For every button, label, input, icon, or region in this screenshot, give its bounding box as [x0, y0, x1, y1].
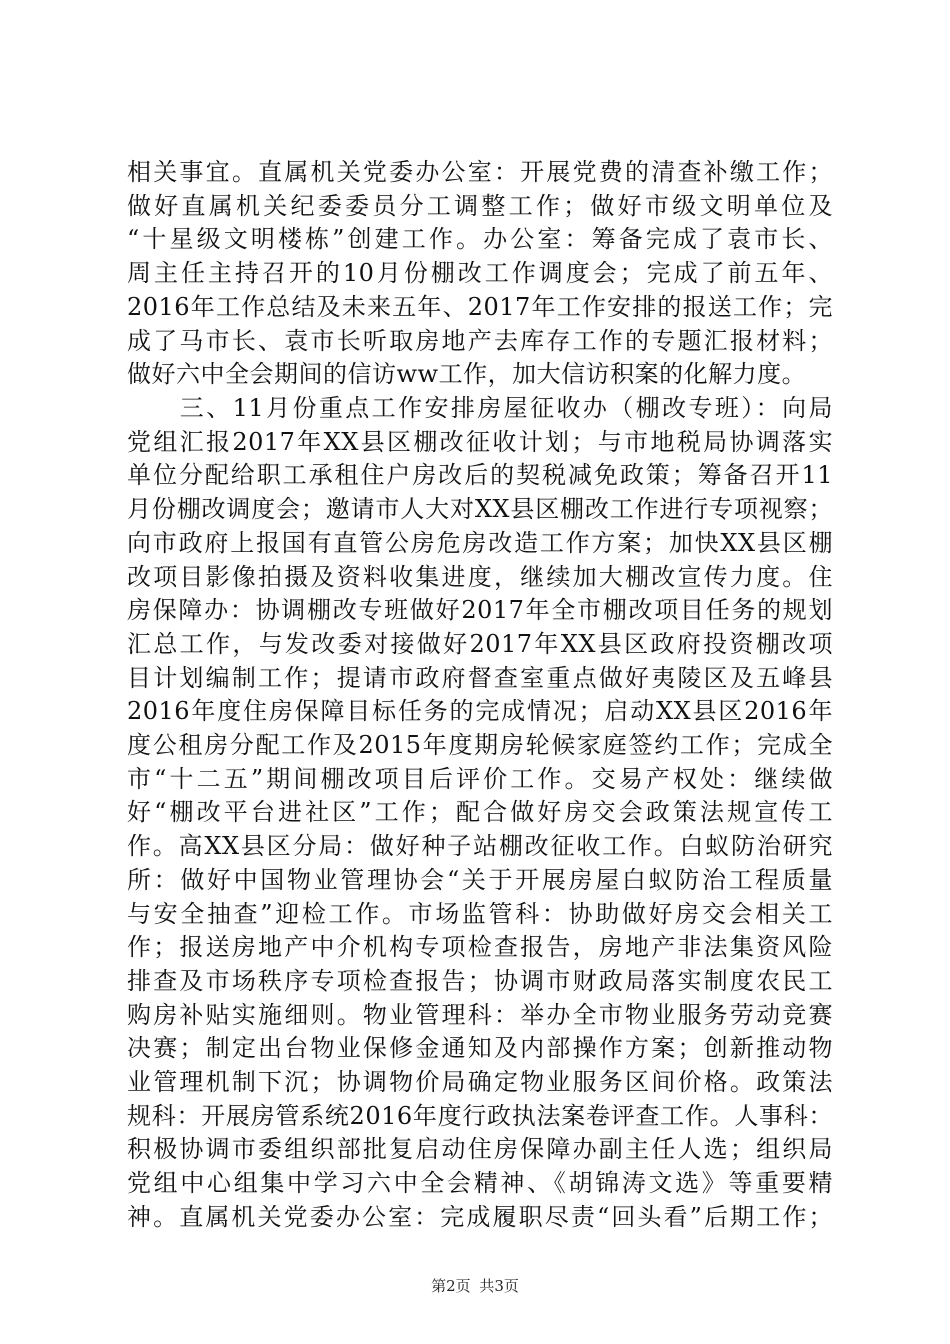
text-line: 购房补贴实施细则。物业管理科：举办全市物业服务劳动竞赛	[127, 1000, 833, 1029]
text-line: 单位分配给职工承租住户房改后的契税减免政策；筹备召开11	[127, 461, 833, 490]
text-line: 目计划编制工作；提请市政府督查室重点做好夷陵区及五峰县	[127, 663, 833, 692]
text-line: 度公租房分配工作及2015年度期房轮候家庭签约工作；完成全	[127, 731, 833, 760]
text-line: 与安全抽查”迎检工作。市场监管科：协助做好房交会相关工	[127, 899, 833, 928]
text-line: 业管理机制下沉；协调物价局确定物业服务区间价格。政策法	[127, 1068, 833, 1097]
text-line: 做好六中全会期间的信访ww工作，加大信访积案的化解力度。	[127, 360, 807, 389]
page-number: 第2页	[431, 1277, 471, 1295]
text-line: 月份棚改调度会；邀请市人大对XX县区棚改工作进行专项视察；	[127, 495, 833, 524]
text-line: 相关事宜。直属机关党委办公室：开展党费的清查补缴工作；	[127, 158, 833, 186]
text-line: 党组中心组集中学习六中全会精神、《胡锦涛文选》等重要精	[127, 1169, 833, 1198]
text-line: 成了马市长、袁市长听取房地产去库存工作的专题汇报材料；	[127, 326, 833, 355]
paragraph-2	[127, 392, 833, 1235]
text-line: 做好直属机关纪委委员分工调整工作；做好市级文明单位及	[127, 191, 833, 220]
text-line: 决赛；制定出台物业保修金通知及内部操作方案；创新推动物	[127, 1034, 833, 1063]
text-line: 2016年工作总结及未来五年、2017年工作安排的报送工作；完	[127, 292, 833, 321]
text-line: 市“十二五”期间棚改项目后评价工作。交易产权处：继续做	[127, 764, 833, 793]
text-line: 汇总工作，与发改委对接做好2017年XX县区政府投资棚改项	[127, 629, 833, 658]
text-line: 所：做好中国物业管理协会“关于开展房屋白蚁防治工程质量	[127, 865, 833, 894]
text-line: 积极协调市委组织部批复启动住房保障办副主任人选；组织局	[127, 1135, 833, 1164]
page-total: 共3页	[479, 1277, 519, 1295]
text-line: 党组汇报2017年XX县区棚改征收计划；与市地税局协调落实	[127, 427, 833, 456]
page-footer	[0, 1276, 950, 1296]
text-line: “十星级文明楼栋”创建工作。办公室：筹备完成了袁市长、	[127, 225, 833, 254]
text-line: 2016年度住房保障目标任务的完成情况；启动XX县区2016年	[127, 697, 833, 726]
text-line: 规科：开展房管系统2016年度行政执法案卷评查工作。人事科：	[127, 1101, 833, 1130]
text-line: 神。直属机关党委办公室：完成履职尽责“回头看”后期工作；	[127, 1202, 833, 1231]
text-line: 好“棚改平台进社区”工作；配合做好房交会政策法规宣传工	[127, 798, 833, 827]
text-line: 改项目影像拍摄及资料收集进度，继续加大棚改宣传力度。住	[127, 562, 833, 591]
text-line: 周主任主持召开的10月份棚改工作调度会；完成了前五年、	[127, 259, 833, 288]
text-line: 排查及市场秩序专项检查报告；协调市财政局落实制度农民工	[127, 966, 833, 995]
text-line: 房保障办：协调棚改专班做好2017年全市棚改项目任务的规划	[127, 596, 833, 625]
text-line: 向市政府上报国有直管公房危房改造工作方案；加快XX县区棚	[127, 528, 833, 557]
paragraph-1	[127, 156, 833, 392]
text-line: 三、11月份重点工作安排房屋征收办（棚改专班）：向局	[127, 394, 833, 422]
text-line: 作。高XX县区分局：做好种子站棚改征收工作。白蚁防治研究	[127, 832, 833, 861]
text-line: 作；报送房地产中介机构专项检查报告，房地产非法集资风险	[127, 933, 833, 962]
